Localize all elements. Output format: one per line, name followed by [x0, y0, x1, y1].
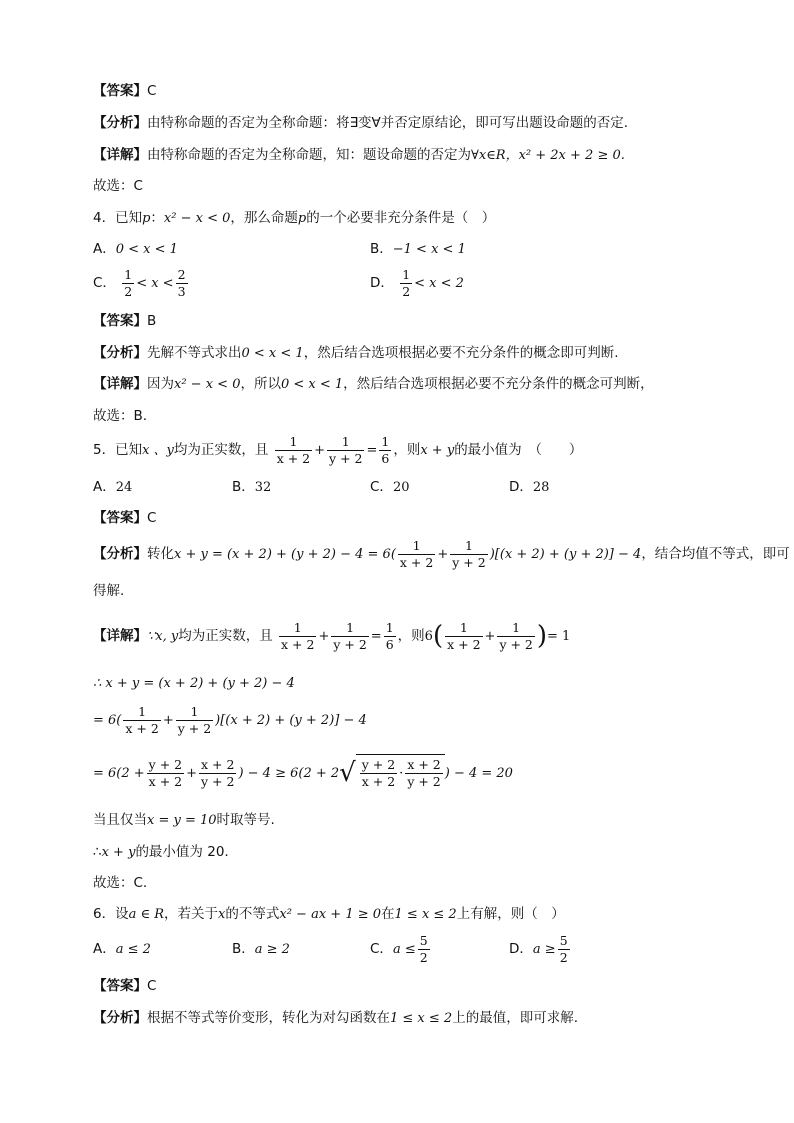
q5-detail: 【详解】∵x, y均为正实数，且 $\frac{1}{x + 2}$ + $\frac{1}{y + 2}$ = $\frac{1}{6}$ ，则6( $\frac{1}{x + 2}$ + $\frac{1}{y + 2}$ )= 1: [93, 619, 571, 652]
paren: (: [432, 621, 444, 651]
q3-conclusion: 故选：C: [93, 178, 143, 194]
denominator: 2: [419, 949, 428, 965]
fraction: [147, 757, 184, 790]
denominator: x + 2: [447, 636, 481, 652]
denominator: y + 2: [329, 450, 363, 466]
denominator: y + 2: [407, 773, 441, 789]
fraction: [123, 704, 160, 737]
numerator: x + 2: [201, 756, 235, 772]
fraction: [400, 267, 412, 300]
q4-conclusion: 故选：B.: [93, 408, 148, 424]
q4-option-b: B．−1 < x < 1: [370, 241, 466, 257]
fraction: [199, 757, 236, 790]
numerator: 1: [275, 434, 312, 451]
q4-analysis: 【分析】先解不等式求出0 < x < 1，然后结合选项根据必要不充分条件的概念即可判断.: [93, 345, 619, 361]
q5-option-a: A．24: [93, 479, 133, 495]
denominator: y + 2: [499, 636, 533, 652]
q5-analysis-line2: 得解.: [93, 583, 125, 599]
sqrt-sign: √: [339, 758, 356, 788]
fraction: [275, 434, 312, 467]
numerator: x + 2: [407, 756, 441, 772]
fraction: [445, 620, 482, 653]
numerator: 5: [559, 932, 568, 948]
q5-answer: 【答案】C: [93, 510, 157, 526]
q3-answer: 【答案】C: [93, 83, 157, 99]
q5-equality: 当且仅当x = y = 10时取等号.: [93, 812, 275, 828]
fraction: [176, 267, 188, 300]
fraction: [418, 933, 430, 966]
denominator: x + 2: [148, 773, 183, 789]
q5-minimum: ∴x + y的最小值为 20.: [93, 844, 229, 860]
q6-analysis: 【分析】根据不等式等价变形，转化为对勾函数在1 ≤ x ≤ 2上的最值，即可求解.: [93, 1010, 578, 1026]
q5-step1: ∴ x + y = (x + 2) + (y + 2) − 4: [93, 676, 295, 691]
q5-option-d: D．28: [509, 479, 550, 495]
numerator: 5: [419, 932, 428, 948]
q4-detail: 【详解】因为x² − x < 0，所以0 < x < 1，然后结合选项根据必要不充分条件的概念可判断，: [93, 376, 654, 392]
numerator: 1: [450, 538, 487, 555]
fraction: [497, 620, 534, 653]
q5-stem: 5．已知x 、y均为正实数，且 $\frac{1}{x + 2}$ + $\frac{1}{y + 2}$ = $\frac{1}{6}$ ，则x + y的最小值为 （ ）: [93, 433, 583, 466]
denominator: y + 2: [452, 554, 486, 570]
denominator: x + 2: [125, 720, 159, 736]
q5-step2: = 6( $\frac{1}{x + 2}$ + $\frac{1}{y + 2}$ )[(x + 2) + (y + 2)] − 4: [93, 703, 367, 736]
q4-option-d: D． $\frac{1}{2}$ < x < 2: [370, 266, 464, 299]
denominator: 3: [177, 283, 186, 299]
numerator: 1: [398, 538, 435, 555]
denominator: x + 2: [399, 554, 434, 570]
numerator: 2: [177, 266, 186, 282]
numerator: 1: [176, 704, 213, 721]
q6-option-a: A．a ≤ 2: [93, 941, 151, 957]
fraction: [176, 704, 213, 737]
q4-option-a: A．0 < x < 1: [93, 241, 178, 257]
q5-option-c: C．20: [370, 479, 410, 495]
denominator: 2: [402, 283, 411, 299]
q6-option-b: B．a ≥ 2: [232, 941, 290, 957]
fraction: [398, 538, 435, 571]
fraction: [279, 620, 316, 653]
q5-option-b: B．32: [232, 479, 272, 495]
denominator: y + 2: [333, 636, 367, 652]
fraction: [379, 434, 391, 467]
fraction: [405, 757, 442, 790]
q5-conclusion: 故选：C.: [93, 875, 148, 891]
numerator: 1: [331, 620, 368, 637]
q4-option-c: C． $\frac{1}{2}$ < x < $\frac{2}{3}$: [93, 266, 186, 299]
q3-analysis: 【分析】由特称命题的否定为全称命题：将∃变∀并否定原结论，即可写出题设命题的否定.: [93, 115, 629, 131]
denominator: 6: [385, 636, 394, 652]
q6-stem: 6．设a ∈ R，若关于x的不等式x² − ax + 1 ≥ 0在1 ≤ x ≤ 2上有解，则（ ）: [93, 906, 565, 922]
q4-answer: 【答案】B: [93, 313, 157, 329]
fraction: [360, 757, 397, 790]
numerator: 1: [123, 704, 160, 721]
denominator: y + 2: [201, 773, 235, 789]
q5-step3: = 6(2 + $\frac{y + 2}{x + 2}$ + $\frac{x + 2}{y + 2}$ ) − 4 ≥ 6(2 + 2√ $\frac{y + 2}{x + 2}$ · $\frac{x + 2}{y + 2}$ ) − 4 = 20: [93, 754, 513, 792]
fraction: [331, 620, 368, 653]
paren: ): [536, 621, 548, 651]
numerator: 1: [445, 620, 482, 637]
q3-detail: 【详解】由特称命题的否定为全称命题，知：题设命题的否定为∀x∈R，x² + 2x + 2 ≥ 0.: [93, 147, 625, 163]
q6-answer: 【答案】C: [93, 978, 157, 994]
numerator: 1: [381, 433, 390, 449]
denominator: 2: [559, 949, 568, 965]
fraction: [384, 620, 396, 653]
fraction: [450, 538, 487, 571]
q5-analysis: 【分析】转化x + y = (x + 2) + (y + 2) − 4 = 6( $\frac{1}{x + 2}$ + $\frac{1}{y + 2}$ )[(x + 2) + (y + 2)] − 4，结合均值不等式，即可: [93, 537, 790, 570]
numerator: 1: [385, 619, 394, 635]
numerator: y + 2: [361, 756, 396, 772]
numerator: y + 2: [148, 756, 183, 772]
q6-option-c: C．a ≤ $\frac{5}{2}$: [370, 932, 428, 965]
denominator: x + 2: [276, 450, 311, 466]
numerator: 1: [279, 620, 316, 637]
numerator: 1: [402, 266, 411, 282]
q4-stem: 4．已知p：x² − x < 0，那么命题p的一个必要非充分条件是（ ）: [93, 210, 496, 226]
denominator: 6: [381, 450, 390, 466]
fraction: [327, 434, 364, 467]
sqrt-radicand: $\frac{y + 2}{x + 2}$ · $\frac{x + 2}{y + 2}$: [356, 754, 445, 792]
fraction: [558, 933, 570, 966]
numerator: 1: [497, 620, 534, 637]
denominator: x + 2: [361, 773, 396, 789]
numerator: 1: [124, 266, 133, 282]
numerator: 1: [327, 434, 364, 451]
q6-option-d: D．a ≥ $\frac{5}{2}$: [509, 932, 568, 965]
denominator: y + 2: [177, 720, 212, 736]
denominator: 2: [124, 283, 133, 299]
denominator: x + 2: [281, 636, 315, 652]
fraction: [122, 267, 134, 300]
